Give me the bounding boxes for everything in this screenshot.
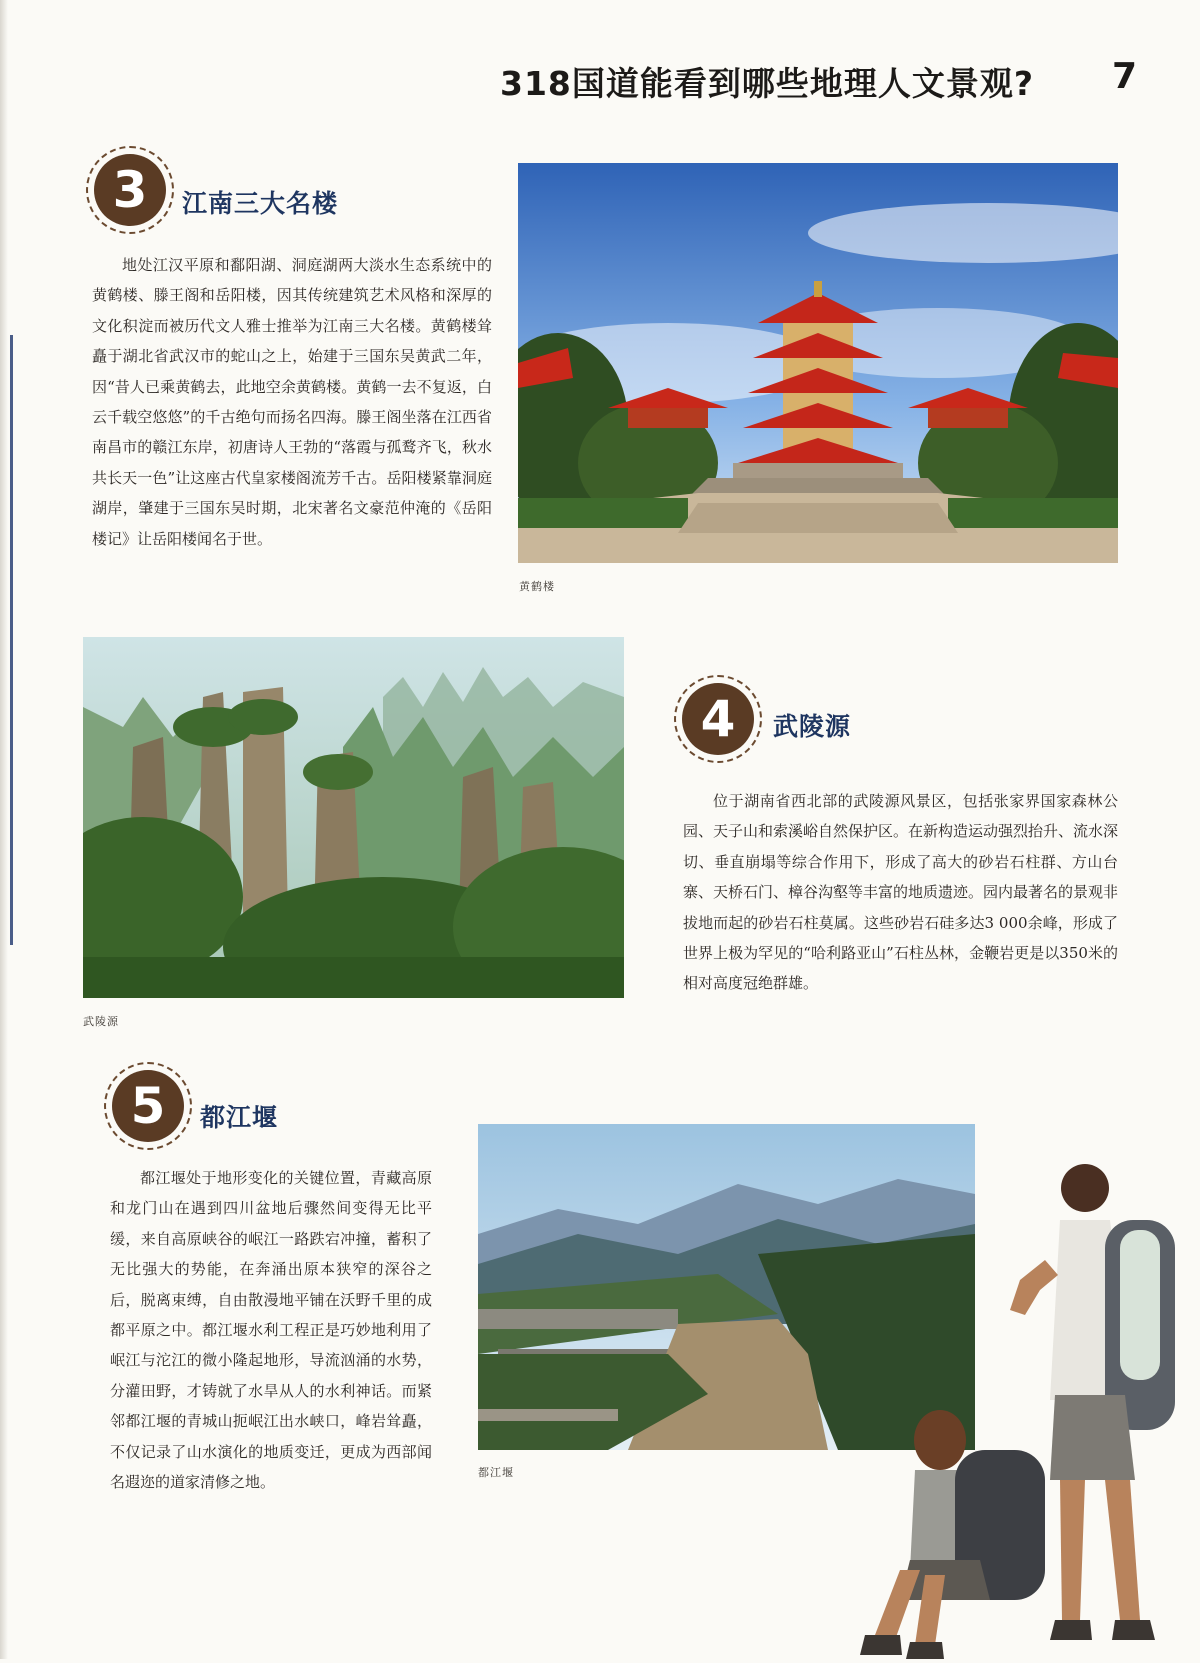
page-header-title: 318国道能看到哪些地理人文景观? <box>500 64 1035 103</box>
page-number: 7 <box>1112 56 1138 97</box>
section-3-title: 江南三大名楼 <box>182 189 339 218</box>
section-3-body: 地处江汉平原和鄱阳湖、洞庭湖两大淡水生态系统中的黄鹤楼、滕王阁和岳阳楼，因其传统建筑艺术风格和深厚的文化积淀而被历代文人雅士推举为江南三大名楼。黄鹤楼耸矗于湖北省武汉市的蛇山之上，始建于三国东吴黄武二年，因“昔人已乘黄鹤去，此地空余黄鹤楼。黄鹤一去不复返，白云千载空悠悠”的千古绝句而扬名四海。滕王阁坐落在江西省南昌市的赣江东岸，初唐诗人王勃的“落霞与孤鹜齐飞，秋水共长天一色”让这座古代皇家楼阁流芳千古。岳阳楼紧靠洞庭湖岸，肇建于三国东吴时期，北宋著名文豪范仲淹的《岳阳楼记》让岳阳楼闻名于世。 <box>92 256 492 548</box>
section-5-badge <box>104 1062 192 1150</box>
hikers-illustration <box>840 1150 1200 1659</box>
dujiangyan-caption: 都江堰 <box>478 1466 514 1479</box>
yellow-crane-tower-caption: 黄鹤楼 <box>519 580 555 593</box>
wulingyuan-photo <box>83 637 624 998</box>
page-gutter-shadow <box>0 0 8 1659</box>
section-5-number: 5 <box>112 1070 184 1142</box>
section-4-body: 位于湖南省西北部的武陵源风景区，包括张家界国家森林公园、天子山和索溪峪自然保护区。在新构造运动强烈抬升、流水深切、垂直崩塌等综合作用下，形成了高大的砂岩石柱群、方山台寨、天桥石门、樟谷沟壑等丰富的地质遗迹。园内最著名的景观非拔地而起的砂岩石柱莫属。这些砂岩石硅多达3 000余峰，形成了世界上极为罕见的“哈利路亚山”石柱丛林，金鞭岩更是以350米的相对高度冠绝群雄。 <box>683 792 1119 993</box>
section-3-badge <box>86 146 174 234</box>
section-5-title: 都江堰 <box>200 1103 279 1132</box>
section-4-number: 4 <box>682 683 754 755</box>
yellow-crane-tower-photo <box>518 163 1118 563</box>
margin-rule <box>10 335 13 945</box>
section-3-number: 3 <box>94 154 166 226</box>
section-5-body: 都江堰处于地形变化的关键位置，青藏高原和龙门山在遇到四川盆地后骤然间变得无比平缓，来自高原峡谷的岷江一路跌宕冲撞，蓄积了无比强大的势能，在奔涌出原本狭窄的深谷之后，脱离束缚，自由散漫地平铺在沃野千里的成都平原之中。都江堰水利工程正是巧妙地利用了岷江与沱江的微小隆起地形，导流汹涌的水势，分灌田野，才铸就了水旱从人的水利神话。而紧邻都江堰的青城山扼岷江出水峡口，峰岩耸矗，不仅记录了山水演化的地质变迁，更成为西部闻名遐迩的道家清修之地。 <box>110 1169 432 1492</box>
wulingyuan-caption: 武陵源 <box>83 1015 119 1028</box>
section-4-title: 武陵源 <box>773 712 852 741</box>
section-4-badge <box>674 675 762 763</box>
